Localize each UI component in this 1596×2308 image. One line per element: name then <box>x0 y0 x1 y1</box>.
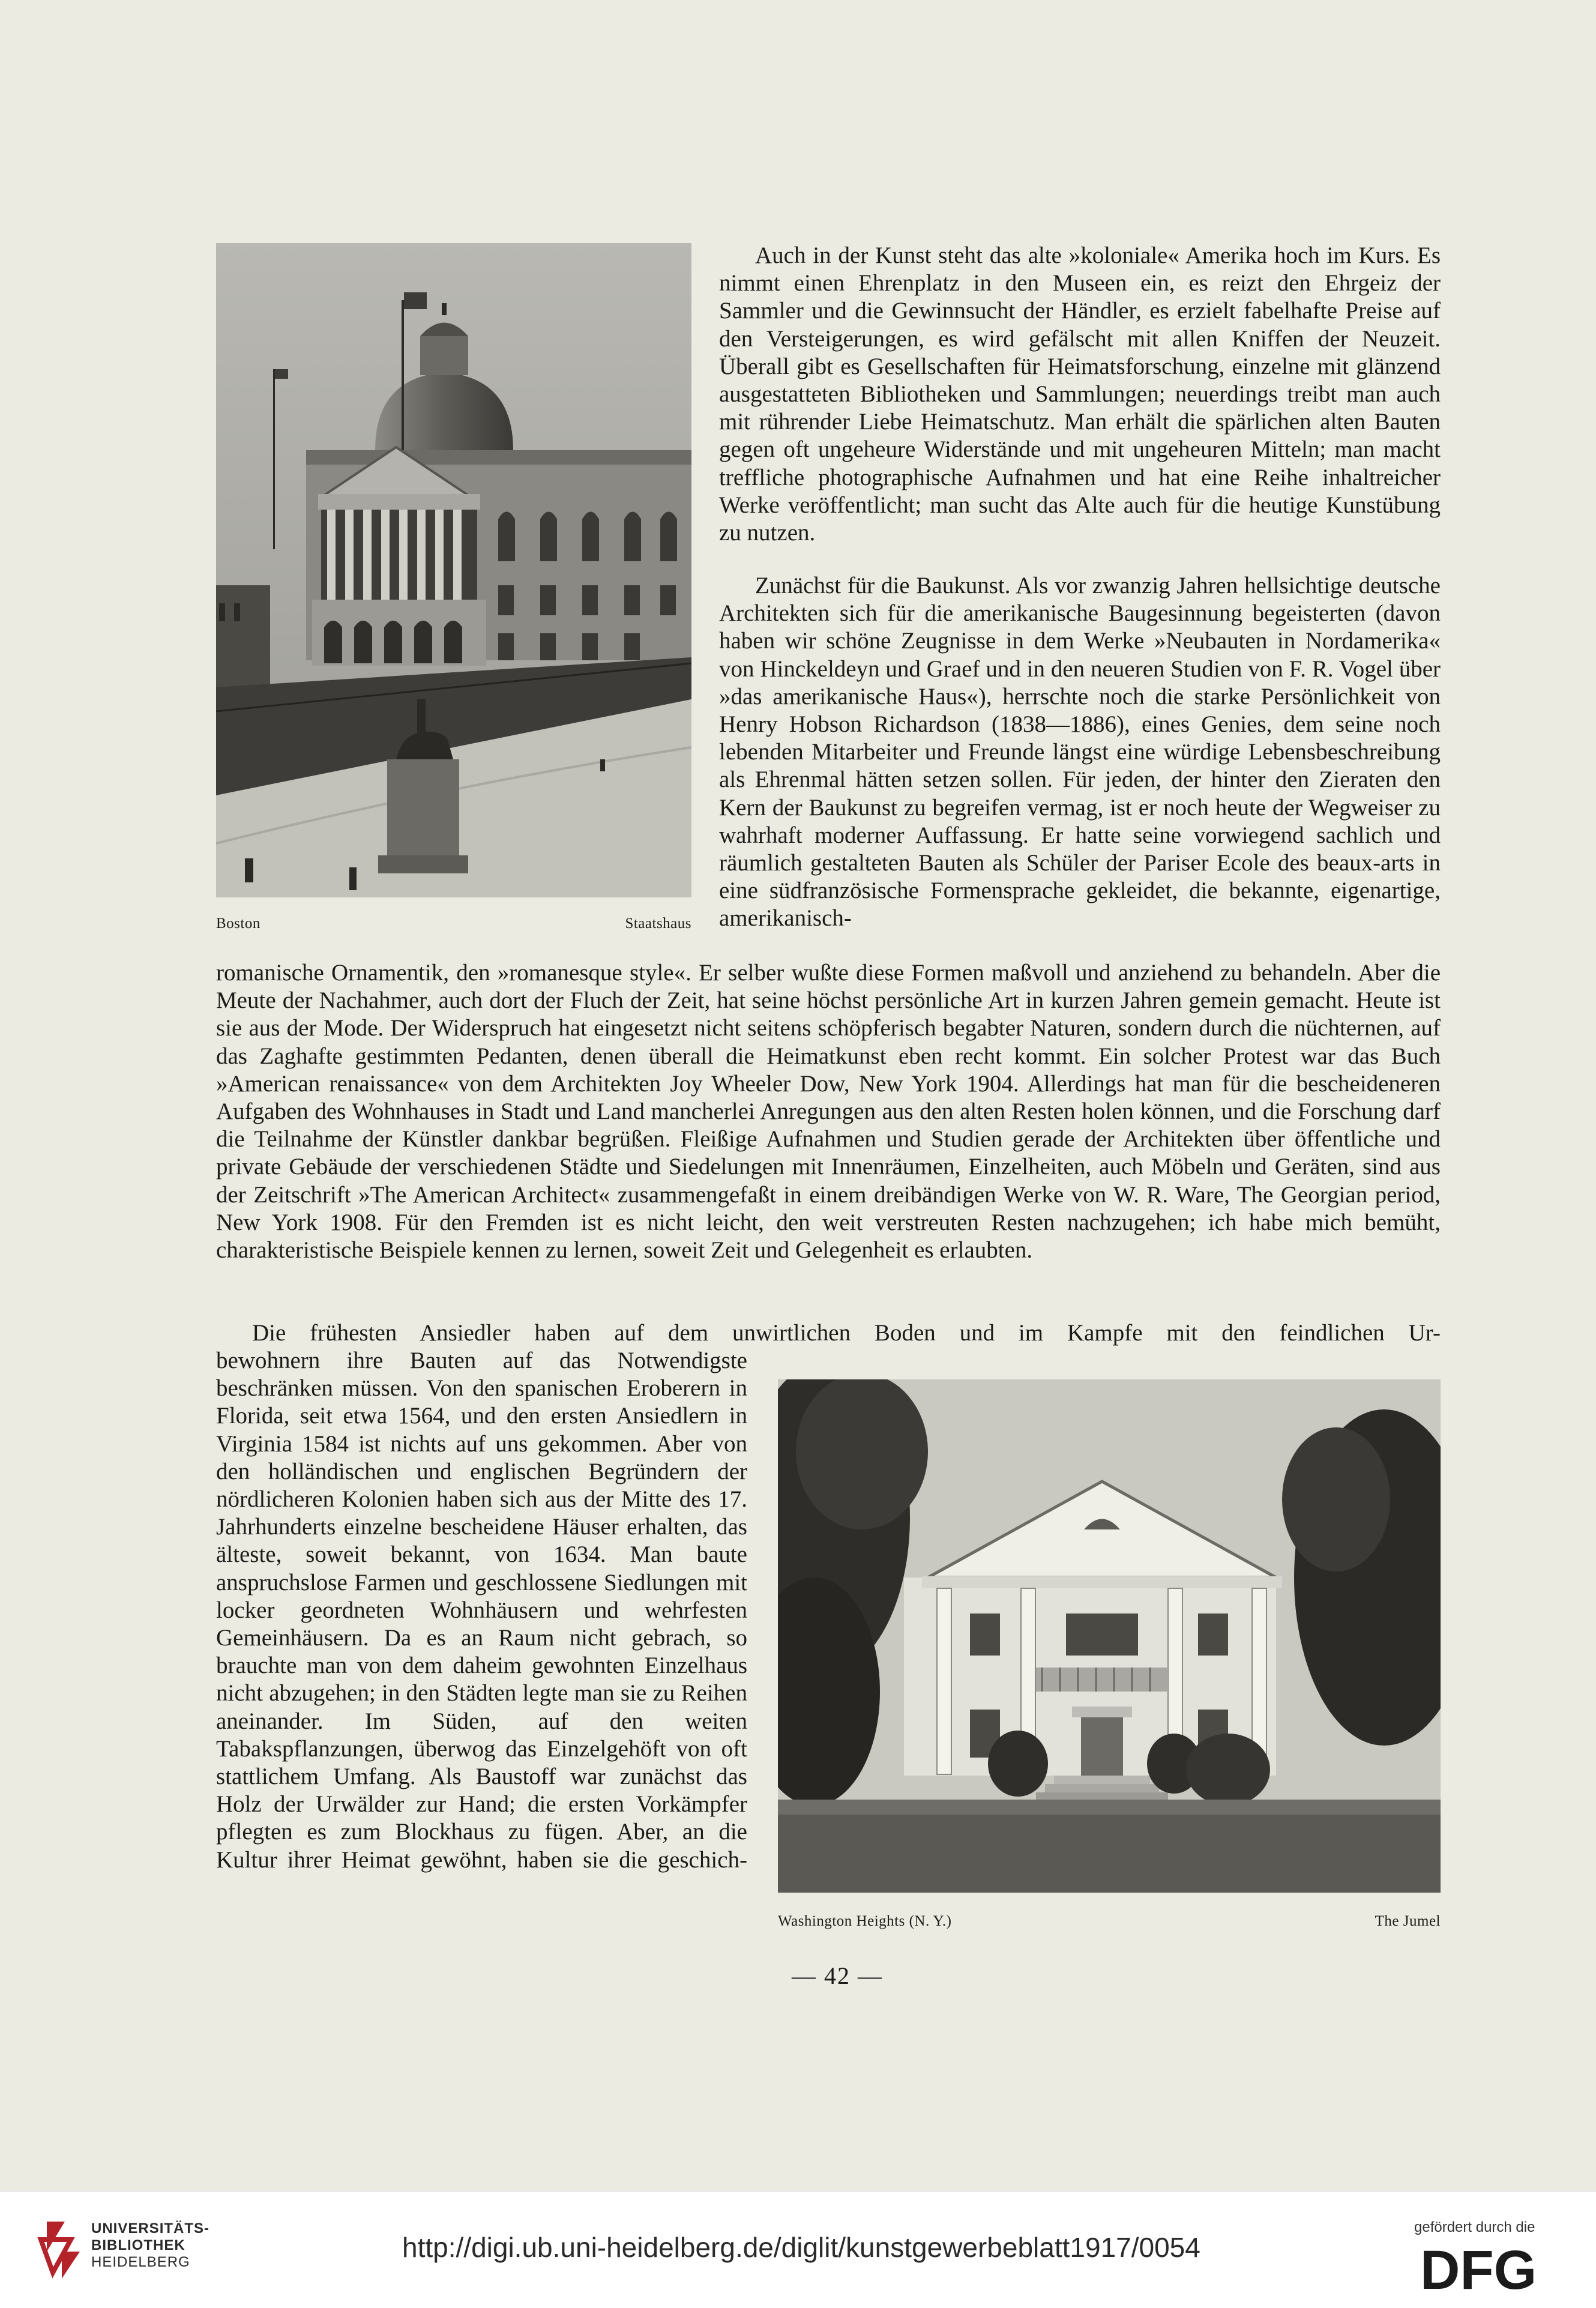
paragraph-1: Auch in der Kunst steht das alte »koloniale« Amerika hoch im Kurs. Es nimmt einen Ehrenplatz in den Museen ein, es reizt den Ehrgeiz der Sammler und die Gewinnsucht der Händler, es erzielt fabelhafte Preise auf den Versteigerungen, es wird gefälscht mit allen Kniffen der Neuzeit. Überall gibt es Gesellschaften für Heimatsforschung, einzelne mit glänzend ausgestatteten Bibliotheken und Sammlungen; neuerdings treibt man auch mit rührender Liebe Heimatschutz. Man erhält die spärlichen alten Bauten gegen oft ungeheure Widerstände und mit ungeheuren Mitteln; man macht treffliche photographische Aufnahmen und hat eine Reihe inhaltreicher Werke veröffentlicht; man sucht das Alte auch für die heutige Kunstübung zu nutzen. <box>719 243 1441 546</box>
paragraph-3-continued: bewohnern ihre Bauten auf das Notwendigste beschränken müssen. Von den spanischen Eroberern in Florida, seit etwa 1564, und den ersten Ansiedlern in Virginia 1584 ist nichts auf uns gekommen. Aber von den holländischen und englischen Begründern der nördlicheren Kolonien haben sich aus der Mitte des 17. Jahrhunderts einzelne bescheidene Häuser erhalten, das älteste, soweit bekannt, von 1634. Man baute anspruchslose Farmen und geschlossene Siedlungen mit locker geordneten Wohnhäusern und wehrfesten Gemeinhäusern. Da es an Raum nicht gebrach, so brauchte man von dem daheim gewohnten Einzelhaus nicht abzugehen; in den Städten legte man sie zu Reihen aneinander. Im Süden, auf den weiten Tabakspflanzungen, überwog das Einzelgehöft von oft stattlichem Umfang. Als Baustoff war zunächst das Holz der Urwälder zur Hand; die ersten Vorkämpfer pflegten es zum Blockhaus zu fügen. Aber, an die Kultur ihrer Heimat gewöhnt, haben sie die geschich- <box>216 1348 747 1873</box>
photo-jumel-mansion <box>778 1379 1441 1893</box>
caption-boston-left: Boston <box>216 915 260 932</box>
source-url-link[interactable]: http://digi.ub.uni-heidelberg.de/diglit/kunstgewerbeblatt1917/0054 <box>402 2232 1200 2263</box>
library-line-2: BIBLIOTHEK <box>91 2237 185 2253</box>
library-line-3: HEIDELBERG <box>91 2254 190 2270</box>
library-line-1: UNIVERSITÄTS- <box>91 2220 210 2237</box>
caption-jumel-left: Washington Heights (N. Y.) <box>778 1913 952 1929</box>
dfg-logo <box>1420 2242 1570 2292</box>
photo-boston-state-house <box>216 243 691 897</box>
page-number: — 42 — <box>792 1962 883 1989</box>
funded-by-label: gefördert durch die <box>1414 2219 1535 2235</box>
digitization-footer <box>0 2191 1596 2308</box>
caption-jumel-right: The Jumel <box>1375 1913 1441 1929</box>
dfg-logo-text: DFG <box>1420 2242 1537 2292</box>
paragraph-2-start: Zunächst für die Baukunst. Als vor zwanzig Jahren hellsichtige deutsche Architekten sich für die amerikanische Baugesinnung begeisterten (davon haben wir schöne Zeugnisse in dem Werke »Neubauten in Nordamerika« von Hinckeldeyn und Graef und in den neueren Studien von F. R. Vogel über »das amerikanische Haus«), herrschte noch die starke Persönlichkeit von Henry Hobson Richardson (1838—1886), eines Genies, dem seine noch lebenden Mitarbeiter und Freunde längst eine würdige Lebensbeschreibung als Ehrenmal hätten setzen sollen. Für jeden, der hinter den Zieraten den Kern der Baukunst zu begreifen vermag, ist er noch heute der Wegweiser zu wahrhaft moderner Auffassung. Er hatte seine vorwiegend sachlich und räumlich gestalteten Bauten als Schüler der Pariser Ecole des beaux-arts in eine südfranzösische Formensprache gekleidet, die bekannte, eigenartige, amerikanisch- <box>719 573 1441 932</box>
state-house-illustration <box>216 243 691 897</box>
jumel-mansion-illustration <box>778 1379 1441 1893</box>
university-library-logo-icon <box>29 2216 89 2282</box>
caption-boston-right: Staatshaus <box>625 915 691 932</box>
paragraph-3-start: Die frühesten Ansiedler haben auf dem unwirtlichen Boden und im Kampfe mit den feindlichen Ur- <box>252 1320 1441 1346</box>
paragraph-2-continued: romanische Ornamentik, den »romanesque style«. Er selber wußte diese Formen maßvoll und anziehend zu behandeln. Aber die Meute der Nachahmer, auch dort der Fluch der Zeit, hat seine höchst persönliche Art in kurzen Jahren gemein gemacht. Heute ist sie aus der Mode. Der Widerspruch hat eingesetzt nicht seitens schöpferisch begabter Naturen, sondern durch die nüchternen, auf das Zaghafte gestimmten Pedanten, denen überall die Heimatkunst eben recht kommt. Ein solcher Protest war das Buch »American renaissance« von dem Architekten Joy Wheeler Dow, New York 1904. Allerdings hat man für die bescheideneren Aufgaben des Wohnhauses in Stadt und Land mancherlei Anregungen aus den alten Resten holen können, und die Forschung darf die Teilnahme der Künstler dankbar begrüßen. Fleißige Aufnahmen und Studien gerade der Architekten über öffentliche und private Gebäude der verschiedenen Städte und Siedelungen mit Innenräumen, Einzelheiten, auch Möbeln und Geräten, sind aus der Zeitschrift »The American Architect« zusammengefaßt in einem dreibändigen Werke von W. R. Ware, The Georgian period, New York 1908. Für den Fremden ist es nicht leicht, den weit verstreuten Resten nachzugehen; ich habe mich bemüht, charakteristische Beispiele kennen zu lernen, soweit Zeit und Gelegenheit es erlaubten. <box>216 960 1441 1264</box>
library-name <box>91 2220 209 2271</box>
